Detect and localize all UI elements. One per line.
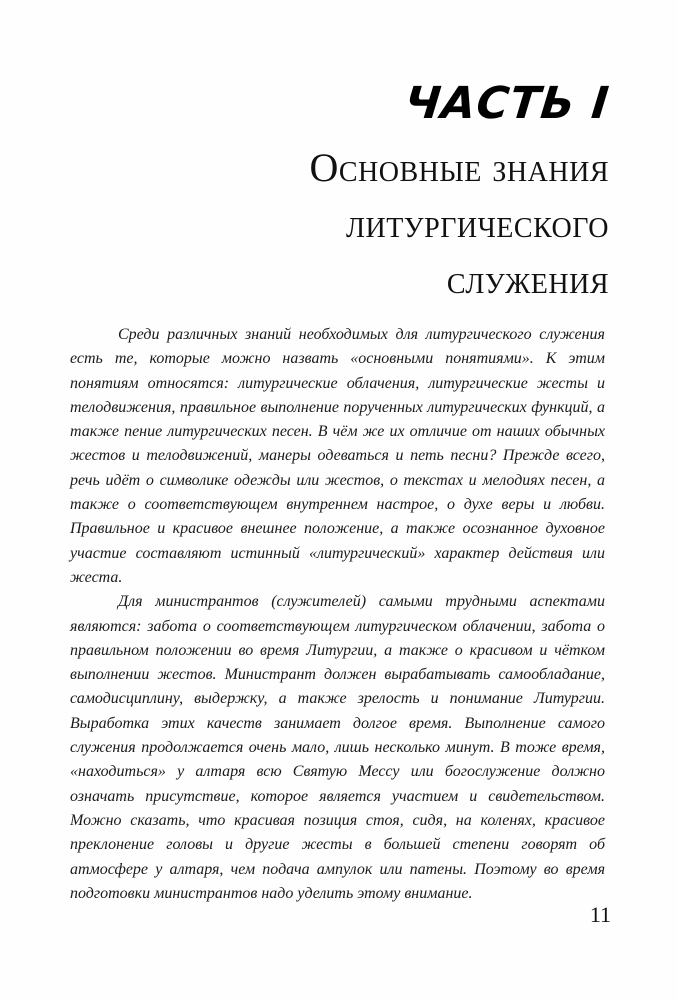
body-text (70, 323, 605, 906)
chapter-title-line-1: Основные знания (309, 145, 609, 190)
chapter-title-line-2: литургического (345, 201, 609, 246)
part-label: ЧАСТЬ I (402, 78, 612, 129)
chapter-title (309, 140, 609, 308)
paragraph-2: Для министрантов (служителей) самыми трудными аспектами являются: забота о соответствующем литургическом облачении, забота о правильном положении во время Литургии, а также о красивом и чётком выполнении жестов. Министрант должен вырабатывать самообладание, самодисциплину, выдержку, а также зрелость и понимание Литургии. Выработка этих качеств занимает долгое время. Выполнение самого служения продолжается очень мало, лишь несколько минут. В тоже время, «находиться» у алтаря всю Святую Мессу или богослужение должно означать присутствие, которое является участием и свидетельством. Можно сказать, что красивая позиция стоя, сидя, на коленях, красивое преклонение головы и другие жесты в большей степени говорят об атмосфере у алтаря, чем подача ампулок или патены. Поэтому во время подготовки министрантов надо уделить этому внимание. (70, 593, 605, 902)
chapter-title-line-3: служения (446, 257, 609, 302)
page-number: 11 (589, 902, 611, 927)
paragraph-1: Среди различных знаний необходимых для литургического служения есть те, которые можно назвать «основными понятиями». К этим понятиям относятся: литургические облачения, литургические жесты и телодвижения, правильное выполнение порученных литургических функций, а также пение литургических песен. В чём же их отличие от наших обычных жестов и телодвижений, манеры одеваться и петь песни? Прежде всего, речь идёт о символике одежды или жестов, о текстах и мелодиях песен, а также о соответствующем внутреннем настрое, о духе веры и любви. Правильное и красивое внешнее положение, а также осознанное духовное участие составляют истинный «литургический» характер действия или жеста. (70, 326, 605, 586)
